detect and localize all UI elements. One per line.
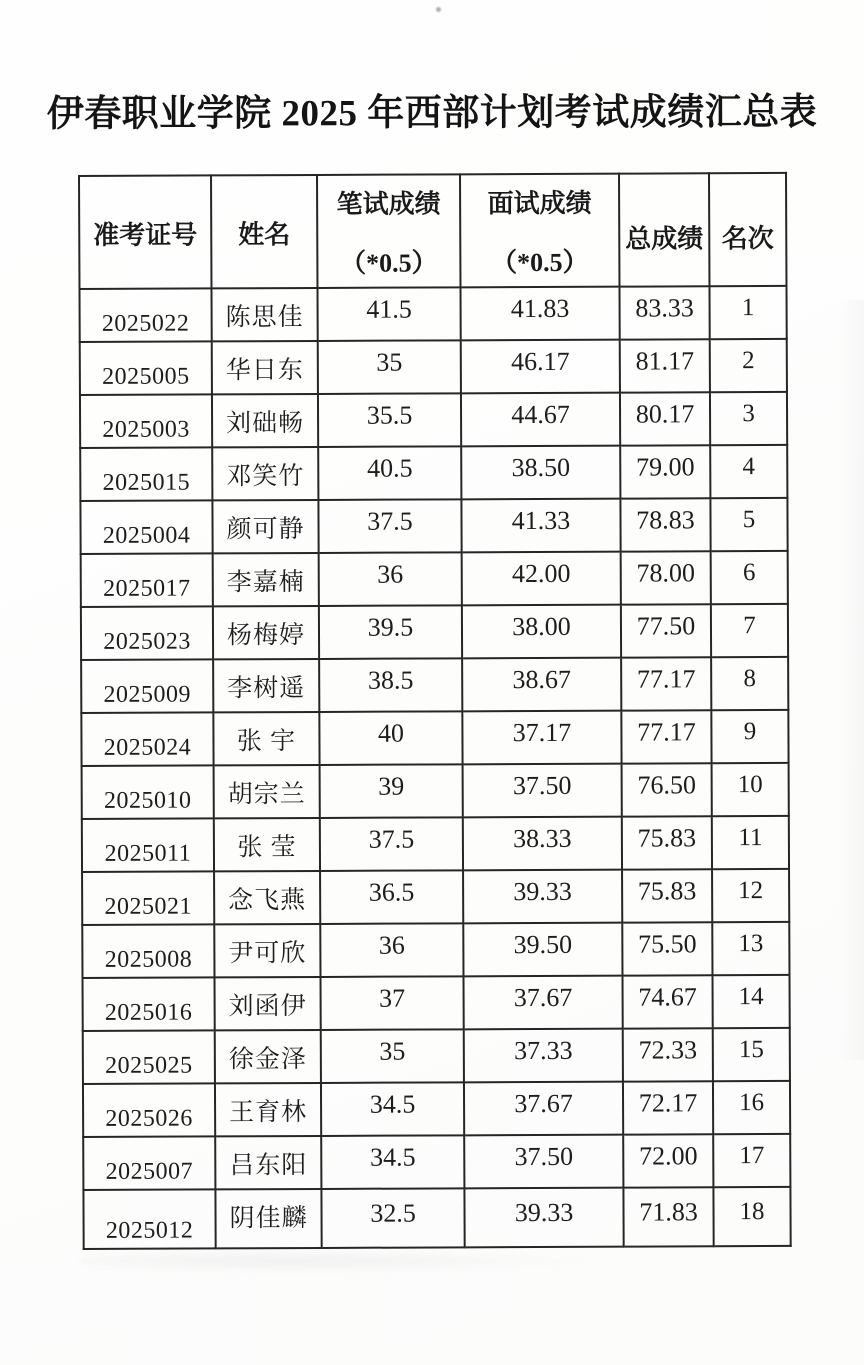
written-score-cell: 32.5 (321, 1188, 464, 1248)
table-row (82, 869, 789, 925)
table-row (81, 710, 788, 766)
interview-score-cell: 37.67 (464, 976, 623, 1030)
written-score-cell: 39.5 (319, 605, 462, 659)
header-name: 姓名 (211, 175, 317, 288)
interview-score-cell: 37.50 (463, 764, 622, 818)
exam-id-cell: 2025023 (81, 606, 213, 660)
results-table-body (79, 286, 790, 1249)
rank-cell: 5 (710, 498, 787, 551)
rank-cell: 14 (712, 975, 789, 1028)
interview-score-cell: 37.50 (464, 1135, 623, 1189)
name-cell: 李树遥 (213, 659, 319, 712)
interview-score-cell: 46.17 (461, 340, 620, 394)
total-score-cell: 80.17 (620, 392, 710, 445)
header-interview-line2: （*0.5） (491, 247, 589, 278)
rank-cell: 13 (712, 922, 789, 975)
rank-cell: 11 (712, 816, 789, 869)
written-score-cell: 34.5 (321, 1135, 464, 1189)
name-cell: 刘础畅 (212, 394, 318, 447)
header-written-line1: 笔试成绩 (336, 188, 441, 219)
exam-id-cell: 2025024 (81, 712, 213, 766)
table-header (79, 173, 786, 289)
total-score-cell: 75.83 (622, 816, 712, 869)
interview-score-cell: 38.50 (461, 446, 620, 500)
header-written-score (317, 174, 460, 288)
exam-id-cell: 2025025 (83, 1030, 215, 1084)
exam-id-cell: 2025011 (82, 818, 214, 872)
name-cell: 尹可欣 (214, 924, 320, 977)
exam-id-cell: 2025017 (81, 553, 213, 607)
interview-score-cell: 41.33 (461, 499, 620, 553)
interview-score-cell: 37.33 (464, 1029, 623, 1083)
name-cell: 王育林 (215, 1083, 321, 1136)
table-row (82, 816, 789, 872)
header-interview-score (460, 174, 619, 288)
written-score-cell: 37.5 (320, 817, 463, 871)
score-summary-table (78, 172, 792, 1250)
total-score-cell: 75.50 (622, 922, 712, 975)
exam-id-cell: 2025004 (80, 500, 212, 554)
rank-cell: 17 (713, 1134, 790, 1187)
table-row (80, 445, 787, 501)
scan-smudge-bottom (80, 1248, 600, 1274)
rank-cell: 4 (710, 445, 787, 498)
exam-id-cell: 2025026 (83, 1083, 215, 1137)
rank-cell: 3 (710, 392, 787, 445)
interview-score-cell: 37.17 (462, 711, 621, 765)
total-score-cell: 78.00 (621, 551, 711, 604)
header-written-stack (318, 180, 459, 283)
header-exam-id: 准考证号 (79, 175, 211, 289)
written-score-cell: 36 (319, 552, 462, 606)
header-interview-line1: 面试成绩 (487, 188, 592, 218)
exam-id-cell: 2025016 (83, 977, 215, 1031)
exam-id-cell: 2025021 (82, 871, 214, 925)
written-score-cell: 40 (319, 711, 462, 765)
table-row (81, 604, 788, 660)
exam-id-cell: 2025003 (80, 394, 212, 448)
name-cell: 胡宗兰 (214, 765, 320, 818)
exam-id-cell: 2025009 (81, 659, 213, 713)
rank-cell: 18 (713, 1187, 790, 1246)
written-score-cell: 39 (320, 764, 463, 818)
written-score-cell: 35 (321, 1029, 464, 1083)
name-cell: 刘函伊 (215, 977, 321, 1030)
written-score-cell: 34.5 (321, 1082, 464, 1136)
total-score-cell: 71.83 (623, 1187, 713, 1246)
table-row (81, 551, 788, 607)
table-row (80, 392, 787, 448)
header-interview-stack (461, 179, 618, 282)
table-row (80, 498, 787, 554)
table-row (83, 1028, 790, 1084)
rank-cell: 15 (713, 1028, 790, 1081)
header-total-score: 总成绩 (619, 173, 709, 286)
name-cell: 颜可静 (212, 500, 318, 553)
total-score-cell: 72.33 (623, 1028, 713, 1081)
exam-id-cell: 2025012 (83, 1189, 215, 1249)
table-row (80, 339, 787, 395)
interview-score-cell: 39.50 (463, 923, 622, 977)
rank-cell: 7 (711, 604, 788, 657)
scan-smudge-right (838, 300, 864, 1060)
rank-cell: 6 (711, 551, 788, 604)
exam-id-cell: 2025005 (80, 341, 212, 395)
header-row (79, 173, 786, 289)
written-score-cell: 35.5 (318, 393, 461, 447)
name-cell: 张 莹 (214, 818, 320, 871)
name-cell: 邓笑竹 (212, 447, 318, 500)
total-score-cell: 77.17 (621, 710, 711, 763)
total-score-cell: 77.50 (621, 604, 711, 657)
written-score-cell: 38.5 (319, 658, 462, 712)
total-score-cell: 79.00 (620, 445, 710, 498)
total-score-cell: 72.00 (623, 1134, 713, 1187)
rank-cell: 8 (711, 657, 788, 710)
interview-score-cell: 41.83 (460, 287, 619, 341)
name-cell: 李嘉楠 (213, 553, 319, 606)
total-score-cell: 72.17 (623, 1081, 713, 1134)
name-cell: 念飞燕 (214, 871, 320, 924)
total-score-cell: 76.50 (622, 763, 712, 816)
total-score-cell: 75.83 (622, 869, 712, 922)
interview-score-cell: 44.67 (461, 393, 620, 447)
total-score-cell: 78.83 (620, 498, 710, 551)
interview-score-cell: 39.33 (464, 1188, 623, 1248)
name-cell: 杨梅婷 (213, 606, 319, 659)
written-score-cell: 36.5 (320, 870, 463, 924)
exam-id-cell: 2025015 (80, 447, 212, 501)
rank-cell: 2 (710, 339, 787, 392)
name-cell: 陈思佳 (211, 288, 317, 341)
scan-speck-artifact (436, 7, 441, 12)
name-cell: 张 宇 (213, 712, 319, 765)
exam-id-cell: 2025022 (79, 288, 211, 342)
header-rank: 名次 (709, 173, 786, 286)
table-row (83, 1081, 790, 1137)
written-score-cell: 37.5 (318, 499, 461, 553)
rank-cell: 10 (712, 763, 789, 816)
table-row (81, 657, 788, 713)
exam-id-cell: 2025010 (82, 765, 214, 819)
rank-cell: 9 (711, 710, 788, 763)
written-score-cell: 35 (318, 340, 461, 394)
written-score-cell: 41.5 (317, 287, 460, 341)
rank-cell: 1 (709, 286, 786, 339)
interview-score-cell: 39.33 (463, 870, 622, 924)
interview-score-cell: 42.00 (462, 552, 621, 606)
table-row (83, 975, 790, 1031)
total-score-cell: 74.67 (622, 975, 712, 1028)
total-score-cell: 83.33 (619, 286, 709, 339)
page-title: 伊春职业学院 2025 年西部计划考试成绩汇总表 (46, 91, 818, 136)
interview-score-cell: 38.67 (462, 658, 621, 712)
name-cell: 徐金泽 (215, 1030, 321, 1083)
interview-score-cell: 38.33 (463, 817, 622, 871)
exam-id-cell: 2025008 (82, 924, 214, 978)
table-row (79, 286, 786, 342)
total-score-cell: 77.17 (621, 657, 711, 710)
rank-cell: 16 (713, 1081, 790, 1134)
header-written-line2: （*0.5） (340, 248, 438, 278)
interview-score-cell: 38.00 (462, 605, 621, 659)
total-score-cell: 81.17 (620, 339, 710, 392)
table-row (83, 1134, 790, 1190)
name-cell: 吕东阳 (215, 1136, 321, 1189)
name-cell: 阴佳麟 (215, 1189, 321, 1248)
table-row (82, 763, 789, 819)
written-score-cell: 36 (320, 923, 463, 977)
table-row (82, 922, 789, 978)
written-score-cell: 37 (321, 976, 464, 1030)
written-score-cell: 40.5 (318, 446, 461, 500)
interview-score-cell: 37.67 (464, 1082, 623, 1136)
name-cell: 华日东 (212, 341, 318, 394)
exam-id-cell: 2025007 (83, 1136, 215, 1190)
rank-cell: 12 (712, 869, 789, 922)
table-row (83, 1187, 790, 1249)
